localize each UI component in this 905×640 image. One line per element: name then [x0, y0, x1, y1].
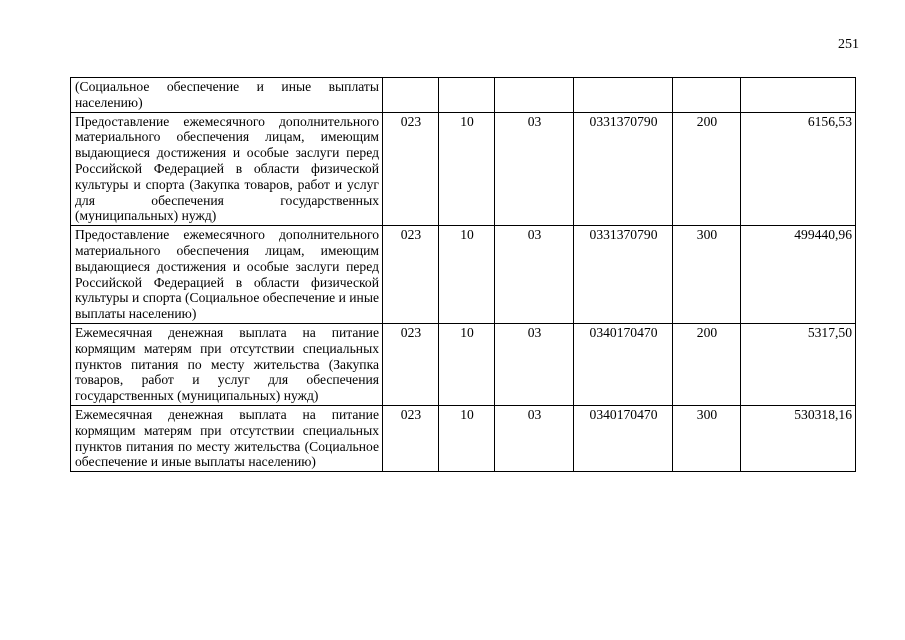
- amount-value: 5317,50: [741, 323, 856, 405]
- table-row: [71, 323, 856, 405]
- row-description: Предоставление ежемесячного дополнительного материального обеспечения лицам, имеющим выдающиеся достижения и особые заслуги перед Российской Федерацией в области физической культуры и спорта (Социальное обеспечение и иные выплаты населению): [71, 226, 383, 324]
- section-code: 10: [439, 323, 495, 405]
- ministry-code: 023: [383, 323, 439, 405]
- target-article-code: 0331370790: [574, 112, 673, 226]
- section-code: [439, 78, 495, 113]
- page-number: 251: [838, 37, 859, 52]
- target-article-code: 0331370790: [574, 226, 673, 324]
- table-row: [71, 405, 856, 471]
- expense-type-code: 200: [673, 323, 741, 405]
- table-row: [71, 78, 856, 113]
- table-row: [71, 226, 856, 324]
- subsection-code: [495, 78, 574, 113]
- amount-value: 530318,16: [741, 405, 856, 471]
- row-description: (Социальное обеспечение и иные выплаты населению): [71, 78, 383, 113]
- expense-type-code: 300: [673, 405, 741, 471]
- row-description: Предоставление ежемесячного дополнительного материального обеспечения лицам, имеющим выдающиеся достижения и особые заслуги перед Российской Федерацией в области физической культуры и спорта (Закупка товаров, работ и услуг для обеспечения государственных (муниципальных) нужд): [71, 112, 383, 226]
- subsection-code: 03: [495, 112, 574, 226]
- expense-type-code: 200: [673, 112, 741, 226]
- expense-type-code: [673, 78, 741, 113]
- ministry-code: [383, 78, 439, 113]
- budget-table: [70, 77, 856, 472]
- row-description: Ежемесячная денежная выплата на питание кормящим матерям при отсутствии специальных пунктов питания по месту жительства (Социальное обеспечение и иные выплаты населению): [71, 405, 383, 471]
- ministry-code: 023: [383, 226, 439, 324]
- ministry-code: 023: [383, 405, 439, 471]
- section-code: 10: [439, 226, 495, 324]
- amount-value: 6156,53: [741, 112, 856, 226]
- ministry-code: 023: [383, 112, 439, 226]
- subsection-code: 03: [495, 226, 574, 324]
- subsection-code: 03: [495, 405, 574, 471]
- section-code: 10: [439, 112, 495, 226]
- target-article-code: [574, 78, 673, 113]
- subsection-code: 03: [495, 323, 574, 405]
- amount-value: 499440,96: [741, 226, 856, 324]
- target-article-code: 0340170470: [574, 405, 673, 471]
- expense-type-code: 300: [673, 226, 741, 324]
- target-article-code: 0340170470: [574, 323, 673, 405]
- row-description: Ежемесячная денежная выплата на питание кормящим матерям при отсутствии специальных пунктов питания по месту жительства (Закупка товаров, работ и услуг для обеспечения государственных (муниципальных) нужд): [71, 323, 383, 405]
- amount-value: [741, 78, 856, 113]
- section-code: 10: [439, 405, 495, 471]
- table-row: [71, 112, 856, 226]
